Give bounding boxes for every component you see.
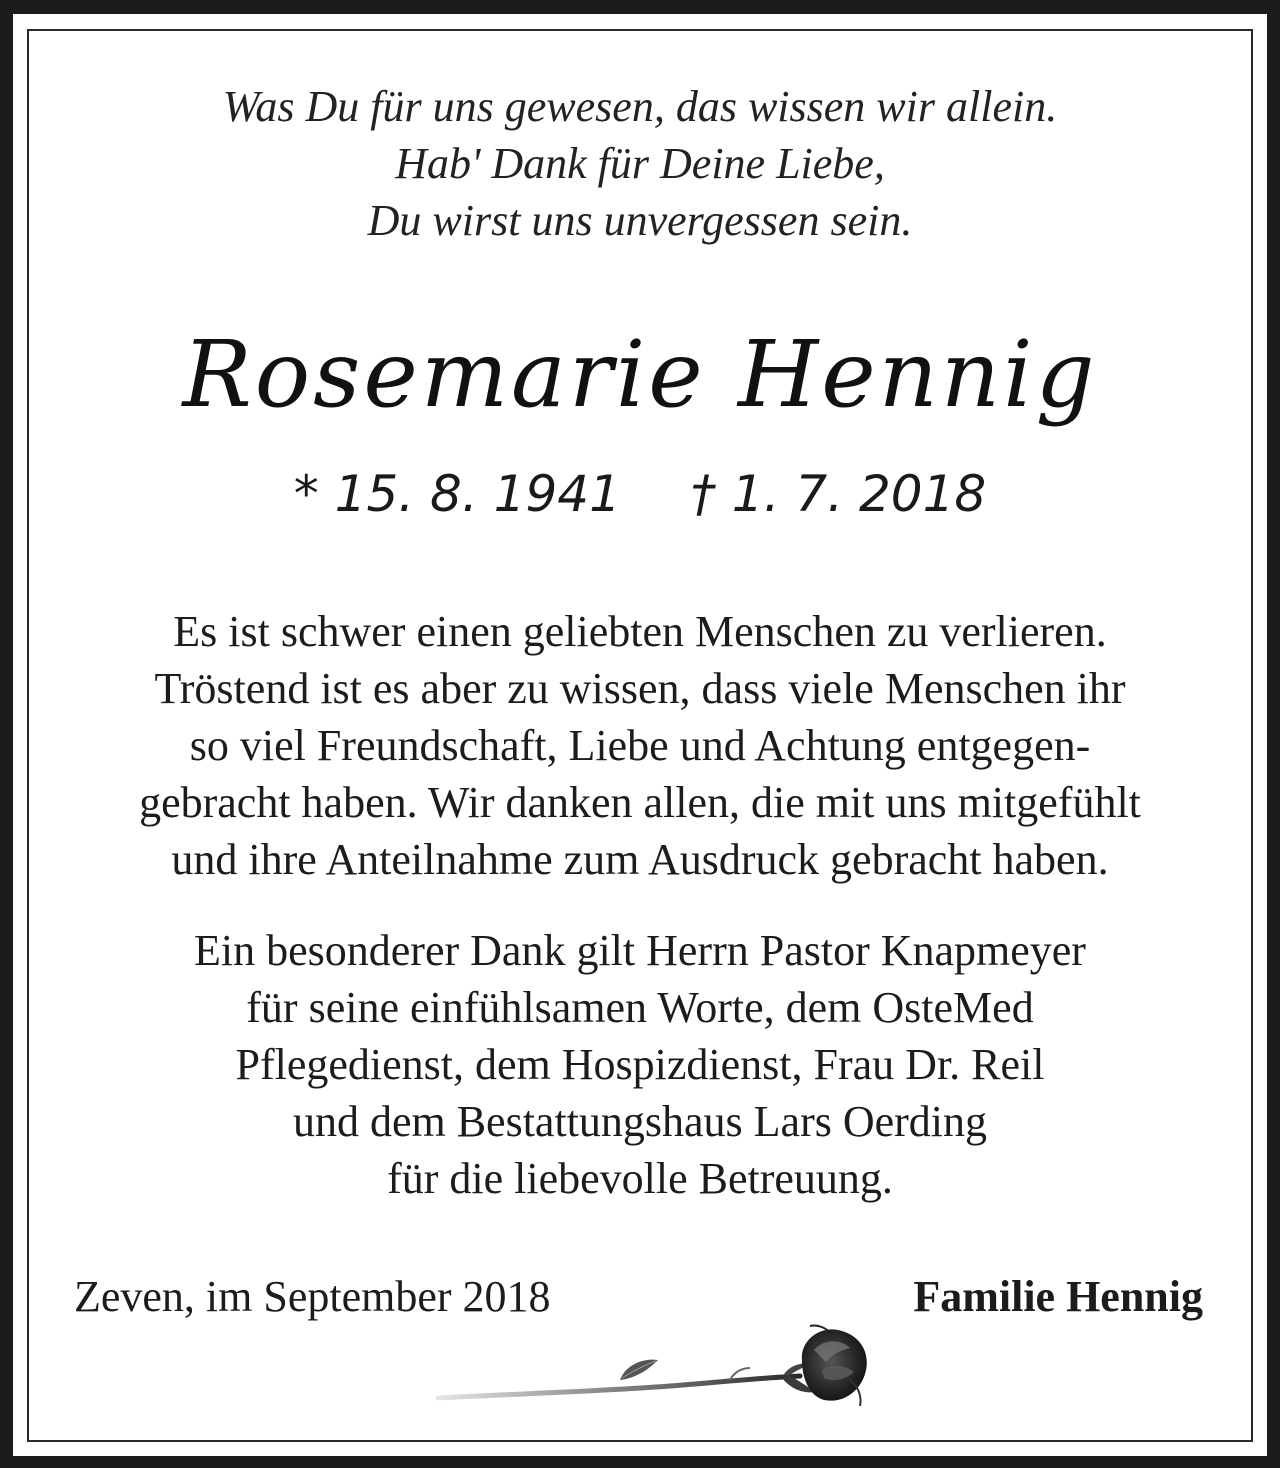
verse-line-1: Was Du für uns gewesen, das wissen wir allein. — [222, 82, 1058, 131]
place-and-date: Zeven, im September 2018 — [74, 1272, 551, 1321]
message-line: Es ist schwer einen geliebten Menschen zu verlieren. — [173, 607, 1107, 656]
thanks-line: Pflegedienst, dem Hospizdienst, Frau Dr. Reil — [235, 1040, 1045, 1089]
thanks-line: und dem Bestattungshaus Lars Oerding — [292, 1097, 988, 1146]
verse-line-2: Hab' Dank für Deine Liebe, — [395, 139, 885, 188]
message-line: gebracht haben. Wir danken allen, die mit uns mitgefühlt — [139, 778, 1141, 827]
deceased-name: Rosemarie Hennig — [182, 321, 1098, 428]
message-line: Tröstend ist es aber zu wissen, dass viele Menschen ihr — [154, 664, 1126, 713]
death-date: † 1. 7. 2018 — [690, 465, 987, 523]
message-line: und ihre Anteilnahme zum Ausdruck gebracht haben. — [171, 835, 1109, 884]
life-dates — [0, 462, 1280, 526]
thanks-line: Ein besonderer Dank gilt Herrn Pastor Knapmeyer — [194, 926, 1086, 975]
message-line: so viel Freundschaft, Liebe und Achtung entgegen- — [189, 721, 1091, 770]
memorial-verse — [0, 78, 1280, 249]
verse-line-3: Du wirst uns unvergessen sein. — [367, 196, 913, 245]
rose-icon — [430, 1320, 880, 1430]
thanks-line: für die liebevolle Betreuung. — [387, 1154, 893, 1203]
family-signature: Familie Hennig — [913, 1272, 1203, 1321]
thanks-line: für seine einfühlsamen Worte, dem OsteMed — [246, 983, 1034, 1032]
condolence-message — [0, 603, 1280, 888]
birth-date: * 15. 8. 1941 — [293, 465, 621, 523]
special-thanks — [0, 922, 1280, 1207]
